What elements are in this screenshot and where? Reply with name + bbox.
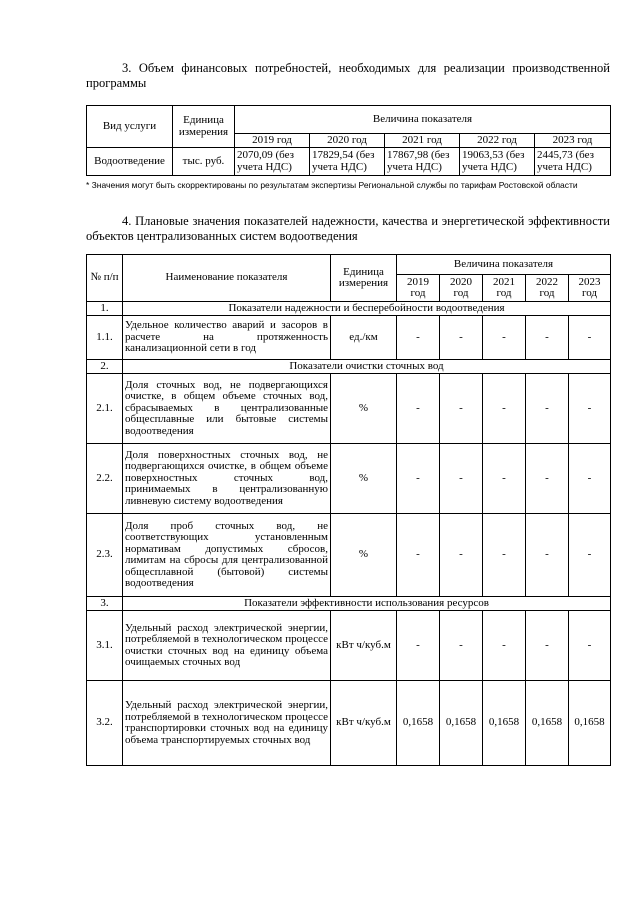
row-2-3-unit: % (331, 514, 397, 597)
indicator-row-2-1 (87, 374, 611, 444)
row-3-2-v2020: 0,1658 (440, 681, 483, 766)
row-2-2-v2022: - (526, 444, 569, 514)
row-2-3-v2019: - (397, 514, 440, 597)
indicator-row-3-2 (87, 681, 611, 766)
fin-value-2022: 19063,53 (без учета НДС) (460, 148, 535, 176)
indicator-row-2-3 (87, 514, 611, 597)
row-3-2-unit: кВт ч/куб.м (331, 681, 397, 766)
row-2-1-v2023: - (569, 374, 611, 444)
row-3-1-num: 3.1. (87, 611, 123, 681)
fin-row-unit: тыс. руб. (173, 148, 235, 176)
ind-year-2022: 2022 год (526, 275, 569, 302)
fin-year-2023: 2023 год (535, 134, 611, 148)
row-1-1-v2023: - (569, 316, 611, 360)
ind-year-2023: 2023 год (569, 275, 611, 302)
ind-year-2019: 2019 год (397, 275, 440, 302)
ind-year-2020: 2020 год (440, 275, 483, 302)
footnote: * Значения могут быть скорректированы по результатам экспертизы Региональной службы по тарифам Ростовской области (86, 180, 578, 190)
fin-value-2023: 2445,73 (без учета НДС) (535, 148, 611, 176)
fin-value-2020: 17829,54 (без учета НДС) (310, 148, 385, 176)
row-2-2-v2019: - (397, 444, 440, 514)
row-2-2-num: 2.2. (87, 444, 123, 514)
row-2-1-v2022: - (526, 374, 569, 444)
section-1-title: Показатели надежности и бесперебойности водоотведения (123, 302, 611, 316)
row-2-2-unit: % (331, 444, 397, 514)
section-row-3 (87, 597, 611, 611)
row-2-2-v2021: - (483, 444, 526, 514)
section-3-title: 3. Объем финансовых потребностей, необходимых для реализации производственной программы (86, 61, 610, 90)
row-2-3-num: 2.3. (87, 514, 123, 597)
row-3-2-num: 3.2. (87, 681, 123, 766)
row-2-1-v2020: - (440, 374, 483, 444)
row-2-1-v2021: - (483, 374, 526, 444)
row-1-1-v2021: - (483, 316, 526, 360)
fin-row-wastewater (87, 148, 611, 176)
row-1-1-name: Удельное количество аварий и засоров в расчете на протяженность канализационной сети в год (123, 316, 331, 360)
row-2-2-v2020: - (440, 444, 483, 514)
row-2-3-v2020: - (440, 514, 483, 597)
row-1-1-unit: ед./км (331, 316, 397, 360)
section-2-title: Показатели очистки сточных вод (123, 360, 611, 374)
row-3-2-v2021: 0,1658 (483, 681, 526, 766)
section-row-2 (87, 360, 611, 374)
fin-header-unit: Единица измерения (173, 106, 235, 148)
fin-value-2019: 2070,09 (без учета НДС) (235, 148, 310, 176)
indicator-row-3-1 (87, 611, 611, 681)
fin-year-2022: 2022 год (460, 134, 535, 148)
row-1-1-num: 1.1. (87, 316, 123, 360)
row-2-1-unit: % (331, 374, 397, 444)
row-2-2-v2023: - (569, 444, 611, 514)
row-3-1-v2021: - (483, 611, 526, 681)
row-2-1-name: Доля сточных вод, не подвергающихся очистке, в общем объеме сточных вод, сбрасываемых в централизованные общесплавные или бытовые системы водоотведения (123, 374, 331, 444)
ind-header-num: № п/п (87, 255, 123, 302)
fin-year-2020: 2020 год (310, 134, 385, 148)
row-3-1-name: Удельный расход электрической энергии, потребляемой в технологическом процессе очистки сточных вод на единицу объема очищаемых сточных вод (123, 611, 331, 681)
ind-year-2021: 2021 год (483, 275, 526, 302)
fin-row-service: Водоотведение (87, 148, 173, 176)
section-4-title: 4. Плановые значения показателей надежности, качества и энергетической эффективности объектов централизованных систем водоотведения (86, 214, 610, 243)
fin-value-2021: 17867,98 (без учета НДС) (385, 148, 460, 176)
section-row-1 (87, 302, 611, 316)
section-4-heading (86, 214, 610, 244)
row-3-1-v2020: - (440, 611, 483, 681)
row-3-1-v2022: - (526, 611, 569, 681)
ind-header-value: Величина показателя (397, 255, 611, 275)
row-2-3-v2022: - (526, 514, 569, 597)
section-3-title-row: Показатели эффективности использования ресурсов (123, 597, 611, 611)
row-3-2-v2023: 0,1658 (569, 681, 611, 766)
row-2-2-name: Доля поверхностных сточных вод, не подвергающихся очистке, в общем объеме поверхностных сточных вод, принимаемых в централизованную ливневую систему водоотведения (123, 444, 331, 514)
row-2-1-v2019: - (397, 374, 440, 444)
section-2-num: 2. (87, 360, 123, 374)
row-1-1-v2020: - (440, 316, 483, 360)
row-3-2-v2019: 0,1658 (397, 681, 440, 766)
row-2-3-name: Доля проб сточных вод, не соответствующих установленным нормативам допустимых сбросов, лимитам на сбросы для централизованной общесплавной (бытовой) системы водоотведения (123, 514, 331, 597)
row-3-1-unit: кВт ч/куб.м (331, 611, 397, 681)
ind-header-name: Наименование показателя (123, 255, 331, 302)
row-2-3-v2023: - (569, 514, 611, 597)
financial-needs-table (86, 105, 611, 176)
row-3-2-name: Удельный расход электрической энергии, потребляемой в технологическом процессе транспортировки сточных вод на единицу объема транспортируемых сточных вод (123, 681, 331, 766)
fin-header-service: Вид услуги (87, 106, 173, 148)
fin-year-2021: 2021 год (385, 134, 460, 148)
row-2-3-v2021: - (483, 514, 526, 597)
ind-header-unit: Единица измерения (331, 255, 397, 302)
indicator-row-2-2 (87, 444, 611, 514)
section-3-heading (86, 61, 610, 91)
row-1-1-v2019: - (397, 316, 440, 360)
indicators-table (86, 254, 611, 766)
fin-year-2019: 2019 год (235, 134, 310, 148)
row-2-1-num: 2.1. (87, 374, 123, 444)
row-3-1-v2023: - (569, 611, 611, 681)
row-3-2-v2022: 0,1658 (526, 681, 569, 766)
fin-header-value: Величина показателя (235, 106, 611, 134)
row-3-1-v2019: - (397, 611, 440, 681)
section-3-num: 3. (87, 597, 123, 611)
indicator-row-1-1 (87, 316, 611, 360)
section-1-num: 1. (87, 302, 123, 316)
row-1-1-v2022: - (526, 316, 569, 360)
